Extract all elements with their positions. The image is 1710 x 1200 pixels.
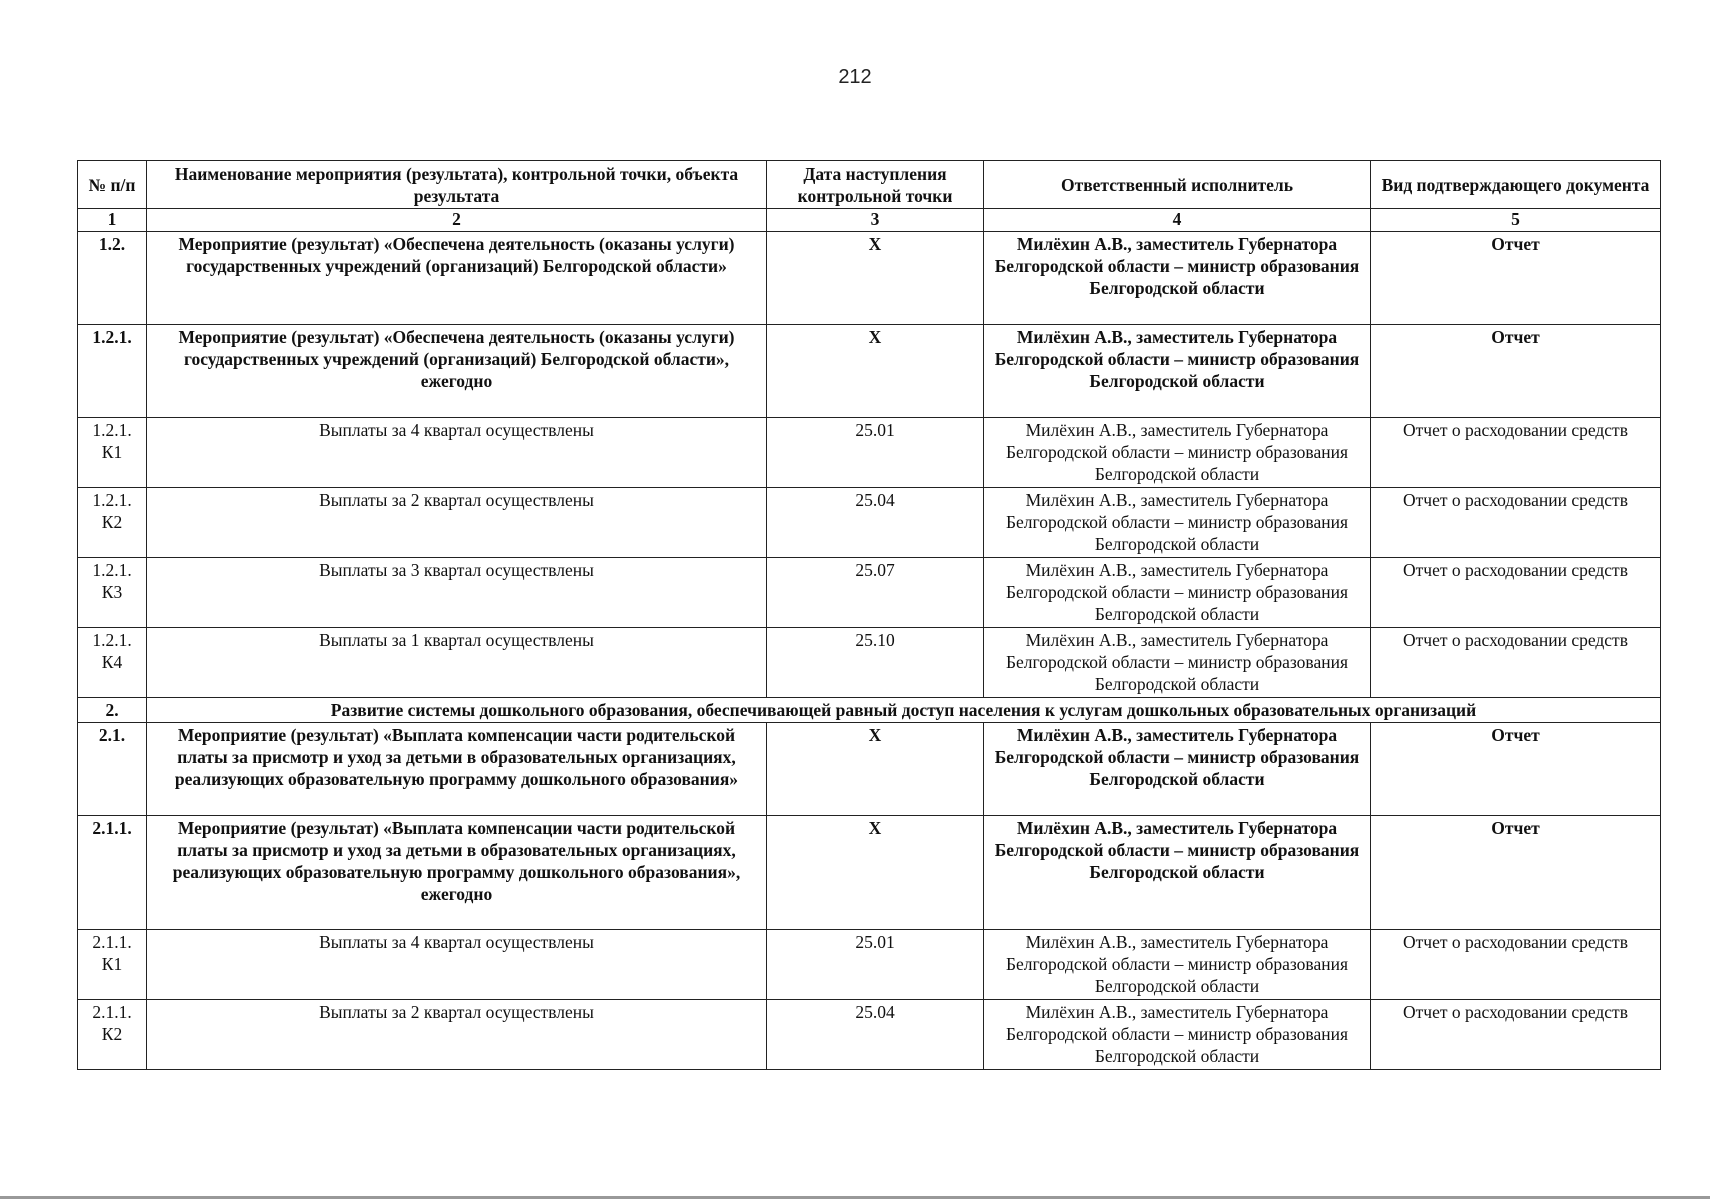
row-executor: Милёхин А.В., заместитель Губернатора Белгородской области – министр образования Белгородской области xyxy=(984,723,1371,816)
table-row xyxy=(78,723,1661,816)
table-row xyxy=(78,628,1661,698)
row-date: 25.07 xyxy=(767,558,984,628)
row-date: 25.10 xyxy=(767,628,984,698)
row-executor: Милёхин А.В., заместитель Губернатора Белгородской области – министр образования Белгородской области xyxy=(984,930,1371,1000)
row-date: X xyxy=(767,816,984,930)
section-row xyxy=(78,698,1661,723)
header-date: Дата наступления контрольной точки xyxy=(767,161,984,209)
column-number: 1 xyxy=(78,209,147,232)
row-num: 1.2.1. К4 xyxy=(78,628,147,698)
row-name: Выплаты за 2 квартал осуществлены xyxy=(147,1000,767,1070)
row-executor: Милёхин А.В., заместитель Губернатора Белгородской области – министр образования Белгородской области xyxy=(984,232,1371,325)
row-date: 25.01 xyxy=(767,418,984,488)
row-executor: Милёхин А.В., заместитель Губернатора Белгородской области – министр образования Белгородской области xyxy=(984,488,1371,558)
column-number: 2 xyxy=(147,209,767,232)
row-document: Отчет о расходовании средств xyxy=(1371,628,1661,698)
row-executor: Милёхин А.В., заместитель Губернатора Белгородской области – министр образования Белгородской области xyxy=(984,418,1371,488)
row-name: Мероприятие (результат) «Обеспечена деятельность (оказаны услуги) государственных учреждений (организаций) Белгородской области», ежегодно xyxy=(147,325,767,418)
row-num: 2.1.1. К1 xyxy=(78,930,147,1000)
header-name: Наименование мероприятия (результата), контрольной точки, объекта результата xyxy=(147,161,767,209)
header-num: № п/п xyxy=(78,161,147,209)
table-row xyxy=(78,418,1661,488)
row-name: Выплаты за 4 квартал осуществлены xyxy=(147,930,767,1000)
column-number: 5 xyxy=(1371,209,1661,232)
row-num: 1.2.1. xyxy=(78,325,147,418)
row-document: Отчет о расходовании средств xyxy=(1371,1000,1661,1070)
row-name: Выплаты за 2 квартал осуществлены xyxy=(147,488,767,558)
table-row xyxy=(78,232,1661,325)
control-points-table xyxy=(77,160,1661,1070)
header-executor: Ответственный исполнитель xyxy=(984,161,1371,209)
row-document: Отчет о расходовании средств xyxy=(1371,418,1661,488)
row-document: Отчет xyxy=(1371,816,1661,930)
row-date: X xyxy=(767,325,984,418)
table-row xyxy=(78,488,1661,558)
section-num: 2. xyxy=(78,698,147,723)
header-row xyxy=(78,161,1661,209)
row-name: Мероприятие (результат) «Обеспечена деятельность (оказаны услуги) государственных учреждений (организаций) Белгородской области» xyxy=(147,232,767,325)
column-number: 3 xyxy=(767,209,984,232)
column-number: 4 xyxy=(984,209,1371,232)
table-row xyxy=(78,558,1661,628)
header-document: Вид подтверждающего документа xyxy=(1371,161,1661,209)
row-executor: Милёхин А.В., заместитель Губернатора Белгородской области – министр образования Белгородской области xyxy=(984,558,1371,628)
row-document: Отчет о расходовании средств xyxy=(1371,558,1661,628)
row-num: 1.2.1. К2 xyxy=(78,488,147,558)
row-date: 25.01 xyxy=(767,930,984,1000)
row-name: Выплаты за 1 квартал осуществлены xyxy=(147,628,767,698)
row-num: 2.1. xyxy=(78,723,147,816)
table-row xyxy=(78,930,1661,1000)
row-executor: Милёхин А.В., заместитель Губернатора Белгородской области – министр образования Белгородской области xyxy=(984,325,1371,418)
column-number-row xyxy=(78,209,1661,232)
row-date: X xyxy=(767,723,984,816)
row-date: X xyxy=(767,232,984,325)
row-num: 1.2. xyxy=(78,232,147,325)
row-executor: Милёхин А.В., заместитель Губернатора Белгородской области – министр образования Белгородской области xyxy=(984,816,1371,930)
row-executor: Милёхин А.В., заместитель Губернатора Белгородской области – министр образования Белгородской области xyxy=(984,628,1371,698)
row-num: 1.2.1. К1 xyxy=(78,418,147,488)
row-document: Отчет xyxy=(1371,325,1661,418)
scan-edge-rule xyxy=(0,1196,1710,1199)
row-date: 25.04 xyxy=(767,1000,984,1070)
row-name: Выплаты за 3 квартал осуществлены xyxy=(147,558,767,628)
table-row xyxy=(78,816,1661,930)
row-name: Мероприятие (результат) «Выплата компенсации части родительской платы за присмотр и уход за детьми в образовательных организациях, реализующих образовательную программу дошкольного образования» xyxy=(147,723,767,816)
row-document: Отчет о расходовании средств xyxy=(1371,930,1661,1000)
row-document: Отчет xyxy=(1371,723,1661,816)
table-row xyxy=(78,325,1661,418)
page-number: 212 xyxy=(838,66,872,88)
row-num: 2.1.1. К2 xyxy=(78,1000,147,1070)
row-num: 2.1.1. xyxy=(78,816,147,930)
table-row xyxy=(78,1000,1661,1070)
row-document: Отчет xyxy=(1371,232,1661,325)
row-executor: Милёхин А.В., заместитель Губернатора Белгородской области – министр образования Белгородской области xyxy=(984,1000,1371,1070)
row-num: 1.2.1. К3 xyxy=(78,558,147,628)
row-document: Отчет о расходовании средств xyxy=(1371,488,1661,558)
row-date: 25.04 xyxy=(767,488,984,558)
section-title: Развитие системы дошкольного образования, обеспечивающей равный доступ населения к услугам дошкольных образовательных организаций xyxy=(147,698,1661,723)
row-name: Выплаты за 4 квартал осуществлены xyxy=(147,418,767,488)
row-name: Мероприятие (результат) «Выплата компенсации части родительской платы за присмотр и уход за детьми в образовательных организациях, реализующих образовательную программу дошкольного образования», ежегодно xyxy=(147,816,767,930)
